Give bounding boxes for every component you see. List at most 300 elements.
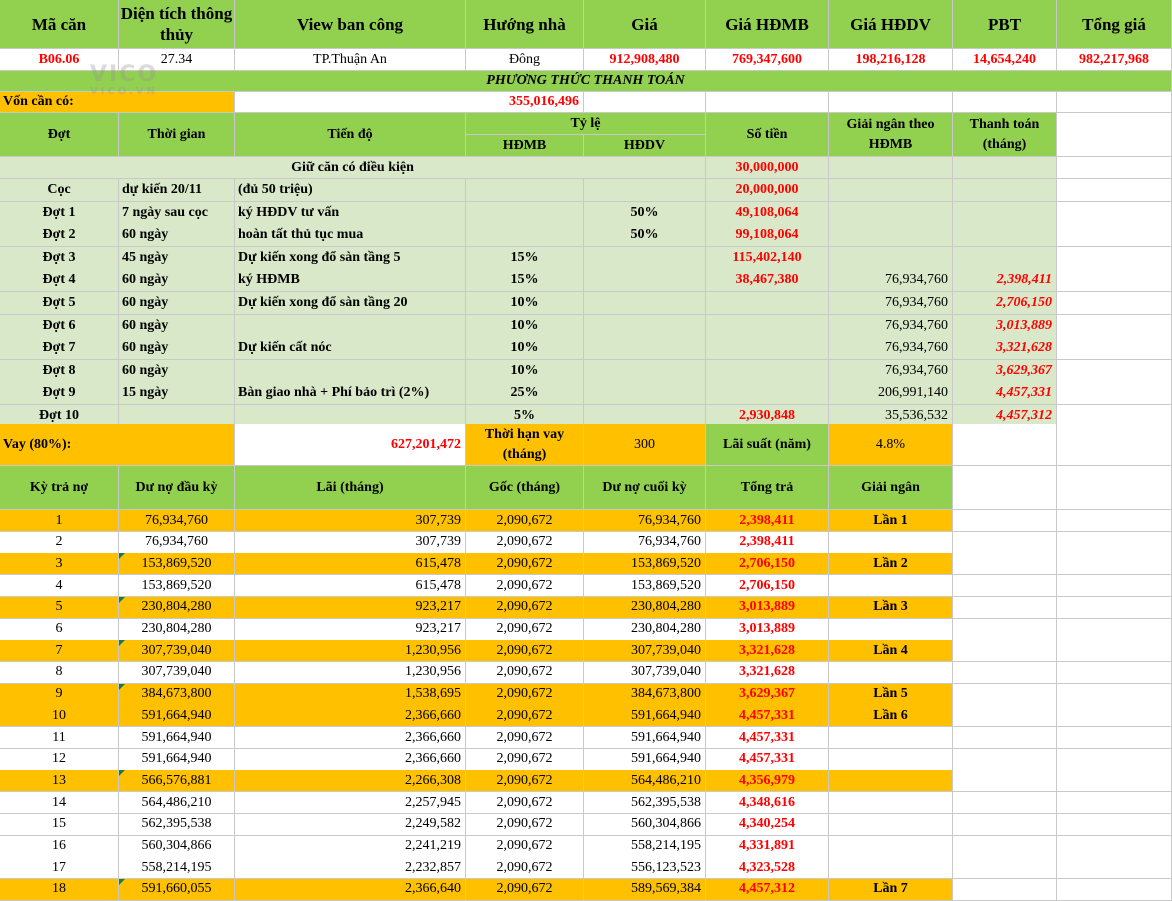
schedule-goc[interactable]: 2,090,672: [466, 597, 584, 619]
schedule-lai[interactable]: 2,249,582: [235, 814, 466, 836]
schedule-lai[interactable]: 923,217: [235, 597, 466, 619]
schedule-ky[interactable]: 18: [0, 879, 119, 901]
col-hdmb[interactable]: HĐMB: [466, 135, 584, 157]
empty-cell[interactable]: [953, 466, 1057, 510]
schedule-tong-tra[interactable]: 3,321,628: [706, 640, 829, 662]
schedule-tong-tra[interactable]: 4,457,312: [706, 879, 829, 901]
col-dot[interactable]: Đợt: [0, 113, 119, 157]
payment-hdmb-pct[interactable]: 10%: [466, 360, 584, 383]
schedule-du-no-cuoi[interactable]: 591,664,940: [584, 749, 706, 771]
header-gia-hdmb[interactable]: Giá HĐMB: [706, 0, 829, 49]
payment-hdmb-pct[interactable]: 10%: [466, 292, 584, 315]
empty-cell[interactable]: [1057, 424, 1172, 466]
payment-disbursement[interactable]: 76,934,760: [829, 315, 953, 338]
empty-cell[interactable]: [953, 553, 1057, 575]
schedule-tong-tra[interactable]: 4,457,331: [706, 727, 829, 749]
schedule-du-no-dau[interactable]: 558,214,195: [119, 857, 235, 879]
payment-dot[interactable]: Đợt 3: [0, 247, 119, 270]
empty-cell[interactable]: [1057, 770, 1172, 792]
payment-hdmb-pct[interactable]: 15%: [466, 269, 584, 292]
schedule-du-no-cuoi[interactable]: 562,395,538: [584, 792, 706, 814]
payment-monthly[interactable]: [953, 224, 1057, 247]
schedule-giai-ngan[interactable]: [829, 792, 953, 814]
empty-cell[interactable]: [1057, 92, 1172, 113]
schedule-giai-ngan[interactable]: [829, 857, 953, 879]
empty-cell[interactable]: [953, 92, 1057, 113]
schedule-goc[interactable]: 2,090,672: [466, 640, 584, 662]
payment-monthly[interactable]: 4,457,331: [953, 382, 1057, 405]
schedule-goc[interactable]: 2,090,672: [466, 510, 584, 532]
header-pbt[interactable]: PBT: [953, 0, 1057, 49]
schedule-lai[interactable]: 2,232,857: [235, 857, 466, 879]
empty-cell[interactable]: [953, 684, 1057, 706]
schedule-du-no-dau[interactable]: 153,869,520: [119, 553, 235, 575]
payment-disbursement[interactable]: 35,536,532: [829, 405, 953, 428]
schedule-du-no-dau[interactable]: 562,395,538: [119, 814, 235, 836]
col-du-no-dau-ky[interactable]: Dư nợ đầu kỳ: [119, 466, 235, 510]
payment-dot[interactable]: Đợt 5: [0, 292, 119, 315]
schedule-du-no-cuoi[interactable]: 558,214,195: [584, 836, 706, 858]
empty-cell[interactable]: [1057, 113, 1172, 157]
schedule-du-no-dau[interactable]: 560,304,866: [119, 836, 235, 858]
payment-progress[interactable]: ký HĐMB: [235, 269, 466, 292]
empty-cell[interactable]: [953, 510, 1057, 532]
schedule-du-no-dau[interactable]: 230,804,280: [119, 597, 235, 619]
empty-cell[interactable]: [1057, 269, 1172, 292]
payment-dot[interactable]: Đợt 9: [0, 382, 119, 405]
schedule-goc[interactable]: 2,090,672: [466, 749, 584, 771]
payment-hdmb-pct[interactable]: [466, 202, 584, 225]
schedule-goc[interactable]: 2,090,672: [466, 814, 584, 836]
schedule-goc[interactable]: 2,090,672: [466, 792, 584, 814]
empty-cell[interactable]: [1057, 315, 1172, 338]
schedule-lai[interactable]: 1,230,956: [235, 662, 466, 684]
empty-cell[interactable]: [1057, 684, 1172, 706]
empty-cell[interactable]: [953, 532, 1057, 554]
hold-label[interactable]: Giữ căn có điều kiện: [0, 157, 706, 179]
empty-cell[interactable]: [953, 770, 1057, 792]
schedule-lai[interactable]: 1,230,956: [235, 640, 466, 662]
empty-cell[interactable]: [1057, 619, 1172, 641]
schedule-ky[interactable]: 7: [0, 640, 119, 662]
payment-disbursement[interactable]: 76,934,760: [829, 269, 953, 292]
empty-cell[interactable]: [953, 814, 1057, 836]
payment-hddv-pct[interactable]: [584, 337, 706, 360]
payment-hddv-pct[interactable]: [584, 269, 706, 292]
schedule-tong-tra[interactable]: 3,013,889: [706, 619, 829, 641]
empty-cell[interactable]: [1057, 836, 1172, 858]
payment-hdmb-pct[interactable]: [466, 224, 584, 247]
schedule-du-no-dau[interactable]: 76,934,760: [119, 510, 235, 532]
col-ky-tra-no[interactable]: Kỳ trả nợ: [0, 466, 119, 510]
header-gia[interactable]: Giá: [584, 0, 706, 49]
schedule-giai-ngan[interactable]: [829, 619, 953, 641]
schedule-du-no-cuoi[interactable]: 76,934,760: [584, 532, 706, 554]
schedule-tong-tra[interactable]: 4,323,528: [706, 857, 829, 879]
col-so-tien[interactable]: Số tiền: [706, 113, 829, 157]
payment-disbursement[interactable]: 206,991,140: [829, 382, 953, 405]
payment-monthly[interactable]: [953, 202, 1057, 225]
empty-cell[interactable]: [953, 640, 1057, 662]
schedule-giai-ngan[interactable]: [829, 727, 953, 749]
schedule-ky[interactable]: 10: [0, 705, 119, 727]
payment-time[interactable]: 45 ngày: [119, 247, 235, 270]
empty-cell[interactable]: [1057, 510, 1172, 532]
payment-disbursement[interactable]: [829, 179, 953, 202]
schedule-lai[interactable]: 2,366,640: [235, 879, 466, 901]
schedule-lai[interactable]: 2,266,308: [235, 770, 466, 792]
schedule-du-no-dau[interactable]: 591,660,055: [119, 879, 235, 901]
payment-progress[interactable]: hoàn tất thủ tục mua: [235, 224, 466, 247]
schedule-lai[interactable]: 2,257,945: [235, 792, 466, 814]
payment-time[interactable]: 60 ngày: [119, 360, 235, 383]
payment-dot[interactable]: Đợt 4: [0, 269, 119, 292]
payment-hddv-pct[interactable]: [584, 315, 706, 338]
empty-cell[interactable]: [1057, 857, 1172, 879]
hold-amount[interactable]: 30,000,000: [706, 157, 829, 179]
schedule-ky[interactable]: 8: [0, 662, 119, 684]
value-gia[interactable]: 912,908,480: [584, 49, 706, 71]
payment-time[interactable]: 60 ngày: [119, 224, 235, 247]
schedule-giai-ngan[interactable]: [829, 662, 953, 684]
payment-hdmb-pct[interactable]: 25%: [466, 382, 584, 405]
payment-hdmb-pct[interactable]: 10%: [466, 337, 584, 360]
schedule-tong-tra[interactable]: 4,331,891: [706, 836, 829, 858]
payment-hddv-pct[interactable]: [584, 382, 706, 405]
schedule-du-no-dau[interactable]: 230,804,280: [119, 619, 235, 641]
payment-monthly[interactable]: 3,013,889: [953, 315, 1057, 338]
payment-monthly[interactable]: 3,629,367: [953, 360, 1057, 383]
header-gia-hddv[interactable]: Giá HĐDV: [829, 0, 953, 49]
schedule-lai[interactable]: 307,739: [235, 510, 466, 532]
capital-value[interactable]: 355,016,496: [235, 92, 584, 113]
payment-amount[interactable]: [706, 292, 829, 315]
schedule-lai[interactable]: 2,241,219: [235, 836, 466, 858]
loan-rate[interactable]: 4.8%: [829, 424, 953, 466]
col-thanh-toan[interactable]: Thanh toán (tháng): [953, 113, 1057, 157]
loan-term-label[interactable]: Thời hạn vay (tháng): [466, 424, 584, 466]
empty-cell[interactable]: [953, 575, 1057, 597]
schedule-goc[interactable]: 2,090,672: [466, 662, 584, 684]
empty-cell[interactable]: [1057, 292, 1172, 315]
empty-cell[interactable]: [1057, 705, 1172, 727]
schedule-giai-ngan[interactable]: [829, 836, 953, 858]
col-lai[interactable]: Lãi (tháng): [235, 466, 466, 510]
payment-progress[interactable]: [235, 315, 466, 338]
schedule-giai-ngan[interactable]: [829, 814, 953, 836]
schedule-giai-ngan[interactable]: [829, 532, 953, 554]
payment-dot[interactable]: Cọc: [0, 179, 119, 202]
schedule-ky[interactable]: 11: [0, 727, 119, 749]
schedule-tong-tra[interactable]: 3,629,367: [706, 684, 829, 706]
schedule-lai[interactable]: 2,366,660: [235, 727, 466, 749]
col-tien-do[interactable]: Tiến độ: [235, 113, 466, 157]
empty-cell[interactable]: [1057, 814, 1172, 836]
value-gia-hdmb[interactable]: 769,347,600: [706, 49, 829, 71]
payment-hddv-pct[interactable]: [584, 360, 706, 383]
empty-cell[interactable]: [1057, 157, 1172, 179]
schedule-giai-ngan[interactable]: [829, 770, 953, 792]
schedule-du-no-dau[interactable]: 307,739,040: [119, 662, 235, 684]
payment-monthly[interactable]: [953, 179, 1057, 202]
empty-cell[interactable]: [1057, 749, 1172, 771]
schedule-tong-tra[interactable]: 3,013,889: [706, 597, 829, 619]
payment-time[interactable]: dự kiến 20/11: [119, 179, 235, 202]
payment-dot[interactable]: Đợt 7: [0, 337, 119, 360]
col-tong-tra[interactable]: Tổng trả: [706, 466, 829, 510]
schedule-lai[interactable]: 307,739: [235, 532, 466, 554]
empty-cell[interactable]: [953, 749, 1057, 771]
schedule-goc[interactable]: 2,090,672: [466, 727, 584, 749]
payment-hdmb-pct[interactable]: 5%: [466, 405, 584, 428]
schedule-ky[interactable]: 2: [0, 532, 119, 554]
schedule-lai[interactable]: 2,366,660: [235, 705, 466, 727]
col-giai-ngan[interactable]: Giải ngân theo HĐMB: [829, 113, 953, 157]
schedule-du-no-cuoi[interactable]: 589,569,384: [584, 879, 706, 901]
payment-monthly[interactable]: 2,706,150: [953, 292, 1057, 315]
payment-hdmb-pct[interactable]: [466, 179, 584, 202]
schedule-ky[interactable]: 6: [0, 619, 119, 641]
empty-cell[interactable]: [829, 157, 953, 179]
value-ma-can[interactable]: B06.06: [0, 49, 119, 71]
schedule-lai[interactable]: 615,478: [235, 553, 466, 575]
schedule-du-no-cuoi[interactable]: 76,934,760: [584, 510, 706, 532]
payment-progress[interactable]: ký HĐDV tư vấn: [235, 202, 466, 225]
payment-progress[interactable]: Bàn giao nhà + Phí bảo trì (2%): [235, 382, 466, 405]
schedule-giai-ngan[interactable]: Lần 3: [829, 597, 953, 619]
loan-term[interactable]: 300: [584, 424, 706, 466]
schedule-ky[interactable]: 14: [0, 792, 119, 814]
payment-progress[interactable]: Dự kiến cất nóc: [235, 337, 466, 360]
schedule-giai-ngan[interactable]: Lần 6: [829, 705, 953, 727]
payment-disbursement[interactable]: 76,934,760: [829, 360, 953, 383]
schedule-du-no-dau[interactable]: 591,664,940: [119, 749, 235, 771]
payment-monthly[interactable]: 3,321,628: [953, 337, 1057, 360]
empty-cell[interactable]: [1057, 792, 1172, 814]
schedule-tong-tra[interactable]: 2,398,411: [706, 510, 829, 532]
empty-cell[interactable]: [1057, 466, 1172, 510]
schedule-goc[interactable]: 2,090,672: [466, 684, 584, 706]
header-tong-gia[interactable]: Tổng giá: [1057, 0, 1172, 49]
schedule-goc[interactable]: 2,090,672: [466, 705, 584, 727]
empty-cell[interactable]: [1057, 224, 1172, 247]
schedule-du-no-cuoi[interactable]: 230,804,280: [584, 619, 706, 641]
payment-time[interactable]: 60 ngày: [119, 315, 235, 338]
schedule-giai-ngan[interactable]: Lần 5: [829, 684, 953, 706]
payment-time[interactable]: 60 ngày: [119, 269, 235, 292]
payment-hddv-pct[interactable]: 50%: [584, 202, 706, 225]
payment-dot[interactable]: Đợt 10: [0, 405, 119, 428]
schedule-ky[interactable]: 5: [0, 597, 119, 619]
payment-amount[interactable]: [706, 382, 829, 405]
empty-cell[interactable]: [1057, 247, 1172, 270]
payment-disbursement[interactable]: [829, 224, 953, 247]
empty-cell[interactable]: [1057, 202, 1172, 225]
payment-amount[interactable]: 49,108,064: [706, 202, 829, 225]
empty-cell[interactable]: [953, 879, 1057, 901]
payment-hddv-pct[interactable]: [584, 179, 706, 202]
empty-cell[interactable]: [1057, 553, 1172, 575]
col-giai-ngan-lan[interactable]: Giải ngân: [829, 466, 953, 510]
schedule-ky[interactable]: 15: [0, 814, 119, 836]
value-huong-nha[interactable]: Đông: [466, 49, 584, 71]
empty-cell[interactable]: [1057, 360, 1172, 383]
header-view[interactable]: View ban công: [235, 0, 466, 49]
empty-cell[interactable]: [1057, 879, 1172, 901]
schedule-du-no-dau[interactable]: 564,486,210: [119, 792, 235, 814]
empty-cell[interactable]: [953, 792, 1057, 814]
payment-time[interactable]: 7 ngày sau cọc: [119, 202, 235, 225]
value-pbt[interactable]: 14,654,240: [953, 49, 1057, 71]
capital-label[interactable]: Vốn cần có:: [0, 92, 235, 113]
schedule-tong-tra[interactable]: 4,457,331: [706, 705, 829, 727]
schedule-du-no-dau[interactable]: 384,673,800: [119, 684, 235, 706]
payment-progress[interactable]: Dự kiến xong đổ sàn tầng 20: [235, 292, 466, 315]
schedule-goc[interactable]: 2,090,672: [466, 619, 584, 641]
payment-disbursement[interactable]: 76,934,760: [829, 292, 953, 315]
payment-dot[interactable]: Đợt 6: [0, 315, 119, 338]
payment-amount[interactable]: 20,000,000: [706, 179, 829, 202]
col-thoi-gian[interactable]: Thời gian: [119, 113, 235, 157]
schedule-goc[interactable]: 2,090,672: [466, 532, 584, 554]
payment-amount[interactable]: 115,402,140: [706, 247, 829, 270]
empty-cell[interactable]: [953, 836, 1057, 858]
schedule-du-no-cuoi[interactable]: 384,673,800: [584, 684, 706, 706]
empty-cell[interactable]: [953, 424, 1057, 466]
schedule-tong-tra[interactable]: 4,340,254: [706, 814, 829, 836]
empty-cell[interactable]: [953, 157, 1057, 179]
schedule-du-no-dau[interactable]: 153,869,520: [119, 575, 235, 597]
empty-cell[interactable]: [829, 92, 953, 113]
schedule-tong-tra[interactable]: 4,356,979: [706, 770, 829, 792]
empty-cell[interactable]: [584, 92, 706, 113]
empty-cell[interactable]: [706, 92, 829, 113]
loan-rate-label[interactable]: Lãi suất (năm): [706, 424, 829, 466]
payment-hddv-pct[interactable]: 50%: [584, 224, 706, 247]
schedule-giai-ngan[interactable]: [829, 575, 953, 597]
empty-cell[interactable]: [1057, 640, 1172, 662]
empty-cell[interactable]: [953, 727, 1057, 749]
schedule-giai-ngan[interactable]: Lần 7: [829, 879, 953, 901]
col-ty-le[interactable]: Tỷ lệ: [466, 113, 706, 135]
schedule-ky[interactable]: 13: [0, 770, 119, 792]
col-goc[interactable]: Gốc (tháng): [466, 466, 584, 510]
payment-monthly[interactable]: [953, 247, 1057, 270]
schedule-du-no-dau[interactable]: 591,664,940: [119, 727, 235, 749]
schedule-ky[interactable]: 4: [0, 575, 119, 597]
value-gia-hddv[interactable]: 198,216,128: [829, 49, 953, 71]
header-ma-can[interactable]: Mã căn: [0, 0, 119, 49]
payment-disbursement[interactable]: 76,934,760: [829, 337, 953, 360]
schedule-tong-tra[interactable]: 2,706,150: [706, 553, 829, 575]
empty-cell[interactable]: [953, 597, 1057, 619]
schedule-goc[interactable]: 2,090,672: [466, 836, 584, 858]
empty-cell[interactable]: [1057, 532, 1172, 554]
payment-hddv-pct[interactable]: [584, 247, 706, 270]
payment-disbursement[interactable]: [829, 247, 953, 270]
payment-monthly[interactable]: 2,398,411: [953, 269, 1057, 292]
payment-progress[interactable]: [235, 360, 466, 383]
payment-hdmb-pct[interactable]: 10%: [466, 315, 584, 338]
empty-cell[interactable]: [1057, 337, 1172, 360]
empty-cell[interactable]: [1057, 575, 1172, 597]
schedule-du-no-dau[interactable]: 307,739,040: [119, 640, 235, 662]
empty-cell[interactable]: [953, 705, 1057, 727]
schedule-du-no-cuoi[interactable]: 556,123,523: [584, 857, 706, 879]
payment-amount[interactable]: 99,108,064: [706, 224, 829, 247]
payment-amount[interactable]: 38,467,380: [706, 269, 829, 292]
value-dien-tich[interactable]: 27.34: [119, 49, 235, 71]
empty-cell[interactable]: [1057, 597, 1172, 619]
schedule-ky[interactable]: 3: [0, 553, 119, 575]
payment-monthly[interactable]: 4,457,312: [953, 405, 1057, 428]
schedule-goc[interactable]: 2,090,672: [466, 553, 584, 575]
payment-hdmb-pct[interactable]: 15%: [466, 247, 584, 270]
schedule-du-no-dau[interactable]: 566,576,881: [119, 770, 235, 792]
value-tong-gia[interactable]: 982,217,968: [1057, 49, 1172, 71]
empty-cell[interactable]: [1057, 727, 1172, 749]
schedule-du-no-cuoi[interactable]: 307,739,040: [584, 640, 706, 662]
payment-dot[interactable]: Đợt 2: [0, 224, 119, 247]
payment-amount[interactable]: [706, 315, 829, 338]
empty-cell[interactable]: [953, 857, 1057, 879]
schedule-du-no-cuoi[interactable]: 564,486,210: [584, 770, 706, 792]
payment-time[interactable]: 60 ngày: [119, 337, 235, 360]
schedule-goc[interactable]: 2,090,672: [466, 879, 584, 901]
schedule-du-no-dau[interactable]: 76,934,760: [119, 532, 235, 554]
schedule-du-no-cuoi[interactable]: 230,804,280: [584, 597, 706, 619]
schedule-lai[interactable]: 615,478: [235, 575, 466, 597]
empty-cell[interactable]: [1057, 662, 1172, 684]
schedule-tong-tra[interactable]: 2,398,411: [706, 532, 829, 554]
payment-progress[interactable]: Dự kiến xong đổ sàn tầng 5: [235, 247, 466, 270]
schedule-giai-ngan[interactable]: Lần 4: [829, 640, 953, 662]
empty-cell[interactable]: [953, 619, 1057, 641]
empty-cell[interactable]: [953, 662, 1057, 684]
schedule-ky[interactable]: 9: [0, 684, 119, 706]
schedule-giai-ngan[interactable]: Lần 2: [829, 553, 953, 575]
payment-disbursement[interactable]: [829, 202, 953, 225]
payment-dot[interactable]: Đợt 1: [0, 202, 119, 225]
payment-amount[interactable]: [706, 360, 829, 383]
schedule-lai[interactable]: 2,366,660: [235, 749, 466, 771]
payment-progress[interactable]: (đủ 50 triệu): [235, 179, 466, 202]
schedule-giai-ngan[interactable]: Lần 1: [829, 510, 953, 532]
loan-label[interactable]: Vay (80%):: [0, 424, 235, 466]
payment-time[interactable]: 15 ngày: [119, 382, 235, 405]
schedule-du-no-dau[interactable]: 591,664,940: [119, 705, 235, 727]
schedule-goc[interactable]: 2,090,672: [466, 857, 584, 879]
payment-title[interactable]: PHƯƠNG THỨC THANH TOÁN: [0, 71, 1172, 92]
header-huong-nha[interactable]: Hướng nhà: [466, 0, 584, 49]
schedule-lai[interactable]: 1,538,695: [235, 684, 466, 706]
schedule-ky[interactable]: 17: [0, 857, 119, 879]
schedule-goc[interactable]: 2,090,672: [466, 770, 584, 792]
schedule-du-no-cuoi[interactable]: 307,739,040: [584, 662, 706, 684]
schedule-ky[interactable]: 16: [0, 836, 119, 858]
schedule-du-no-cuoi[interactable]: 153,869,520: [584, 575, 706, 597]
schedule-lai[interactable]: 923,217: [235, 619, 466, 641]
payment-amount[interactable]: 2,930,848: [706, 405, 829, 428]
empty-cell[interactable]: [1057, 179, 1172, 202]
value-view[interactable]: TP.Thuận An: [235, 49, 466, 71]
schedule-tong-tra[interactable]: 2,706,150: [706, 575, 829, 597]
payment-dot[interactable]: Đợt 8: [0, 360, 119, 383]
schedule-ky[interactable]: 12: [0, 749, 119, 771]
header-dien-tich[interactable]: Diện tích thông thủy: [119, 0, 235, 49]
schedule-du-no-cuoi[interactable]: 591,664,940: [584, 727, 706, 749]
empty-cell[interactable]: [1057, 382, 1172, 405]
